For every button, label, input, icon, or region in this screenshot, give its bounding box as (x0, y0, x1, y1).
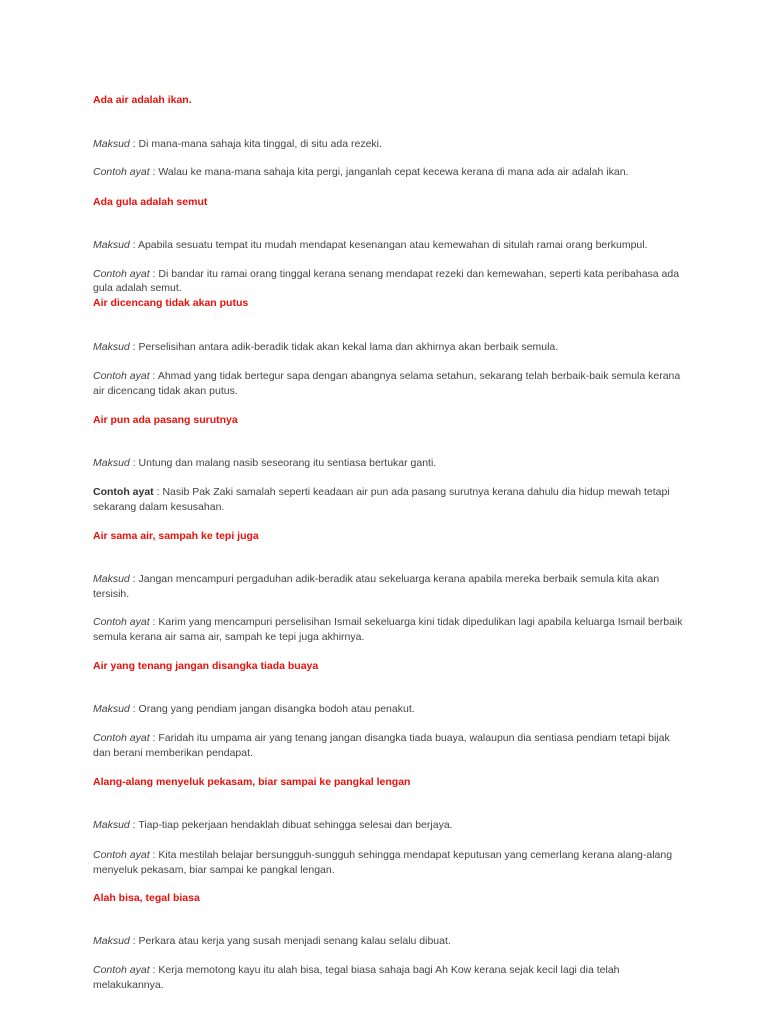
contoh-text: Faridah itu umpama air yang tenang jangan disangka tiada buaya, walaupun dia sentiasa pendiam tetapi bijak (158, 732, 670, 744)
maksud-label: Maksud (93, 239, 130, 251)
maksud-text: Untung dan malang nasib seseorang itu sentiasa bertukar ganti. (138, 457, 437, 469)
contoh-label: Contoh ayat (93, 849, 150, 861)
maksud-line: Maksud : Di mana-mana sahaja kita tinggal, di situ ada rezeki. (93, 138, 382, 150)
maksud-label: Maksud (93, 819, 130, 831)
contoh-text: Walau ke mana-mana sahaja kita pergi, janganlah cepat kecewa kerana di mana ada air adalah ikan. (158, 166, 629, 178)
contoh-text-continued: air dicencang tidak akan putus. (93, 385, 238, 397)
maksud-label: Maksud (93, 703, 130, 715)
maksud-text: Di mana-mana sahaja kita tinggal, di situ ada rezeki. (138, 138, 382, 150)
contoh-text: Kita mestilah belajar bersungguh-sungguh sehingga mendapat keputusan yang cemerlang kerana alang-alang (158, 849, 673, 861)
peribahasa-title: Air dicencang tidak akan putus (93, 297, 249, 309)
contoh-label: Contoh ayat (93, 370, 150, 382)
maksud-line: Maksud : Jangan mencampuri pergaduhan adik-beradik atau sekeluarga kerana apabila mereka berbaik semula kita akan (93, 573, 660, 585)
maksud-text: Perkara atau kerja yang susah menjadi senang kalau selalu dibuat. (138, 935, 451, 947)
maksud-line: Maksud : Apabila sesuatu tempat itu mudah mendapat kesenangan atau kemewahan di situlah ramai orang berkumpul. (93, 239, 648, 251)
maksud-line: Maksud : Tiap-tiap pekerjaan hendaklah dibuat sehingga selesai dan berjaya. (93, 819, 453, 831)
peribahasa-title: Air pun ada pasang surutnya (93, 414, 238, 426)
maksud-label: Maksud (93, 573, 130, 585)
contoh-text: Karim yang mencampuri perselisihan Ismail sekeluarga kini tidak dipedulikan lagi apabila keluarga Ismail berbaik (158, 616, 683, 628)
peribahasa-title: Alang-alang menyeluk pekasam, biar sampai ke pangkal lengan (93, 776, 411, 788)
maksud-line: Maksud : Perkara atau kerja yang susah menjadi senang kalau selalu dibuat. (93, 935, 451, 947)
contoh-line: Contoh ayat : Ahmad yang tidak bertegur sapa dengan abangnya selama setahun, sekarang telah berbaik-baik semula kerana (93, 370, 681, 382)
contoh-line: Contoh ayat : Faridah itu umpama air yang tenang jangan disangka tiada buaya, walaupun dia sentiasa pendiam tetapi bijak (93, 732, 670, 744)
maksud-line: Maksud : Orang yang pendiam jangan disangka bodoh atau penakut. (93, 703, 415, 715)
contoh-line: Contoh ayat : Kerja memotong kayu itu alah bisa, tegal biasa sahaja bagi Ah Kow kerana sejak kecil lagi dia telah (93, 964, 620, 976)
maksud-text: Orang yang pendiam jangan disangka bodoh atau penakut. (138, 703, 415, 715)
contoh-line: Contoh ayat : Karim yang mencampuri perselisihan Ismail sekeluarga kini tidak dipedulikan lagi apabila keluarga Ismail berbaik (93, 616, 683, 628)
contoh-text-continued: gula adalah semut. (93, 282, 182, 294)
contoh-text-continued: menyeluk pekasam, biar sampai ke pangkal lengan. (93, 864, 335, 876)
contoh-label: Contoh ayat (93, 616, 150, 628)
contoh-text: Kerja memotong kayu itu alah bisa, tegal biasa sahaja bagi Ah Kow kerana sejak kecil lagi dia telah (158, 964, 620, 976)
contoh-line: Contoh ayat : Di bandar itu ramai orang tinggal kerana senang mendapat rezeki dan kemewahan, seperti kata peribahasa ada (93, 268, 680, 280)
maksud-text: Apabila sesuatu tempat itu mudah mendapat kesenangan atau kemewahan di situlah ramai orang berkumpul. (137, 239, 648, 251)
contoh-line: Contoh ayat : Kita mestilah belajar bersungguh-sungguh sehingga mendapat keputusan yang cemerlang kerana alang-alang (93, 849, 673, 861)
contoh-label: Contoh ayat (93, 732, 150, 744)
maksud-label: Maksud (93, 935, 130, 947)
contoh-label: Contoh ayat (93, 964, 150, 976)
contoh-text-continued: dan berani memberikan pendapat. (93, 747, 253, 759)
contoh-text: Ahmad yang tidak bertegur sapa dengan abangnya selama setahun, sekarang telah berbaik-baik semula kerana (157, 370, 681, 382)
maksud-line: Maksud : Untung dan malang nasib seseorang itu sentiasa bertukar ganti. (93, 457, 437, 469)
maksud-label: Maksud (93, 138, 130, 150)
contoh-line: Contoh ayat : Nasib Pak Zaki samalah seperti keadaan air pun ada pasang surutnya kerana dahulu dia hidup mewah tetapi (93, 486, 670, 498)
peribahasa-title: Alah bisa, tegal biasa (93, 892, 200, 904)
contoh-text: Nasib Pak Zaki samalah seperti keadaan air pun ada pasang surutnya kerana dahulu dia hidup mewah tetapi (162, 486, 670, 498)
contoh-label: Contoh ayat (93, 166, 150, 178)
contoh-label: Contoh ayat (93, 268, 150, 280)
maksud-text: Tiap-tiap pekerjaan hendaklah dibuat sehingga selesai dan berjaya. (138, 819, 453, 831)
peribahasa-title: Ada air adalah ikan. (93, 94, 192, 106)
contoh-line: Contoh ayat : Walau ke mana-mana sahaja kita pergi, janganlah cepat kecewa kerana di mana ada air adalah ikan. (93, 166, 629, 178)
peribahasa-title: Ada gula adalah semut (93, 196, 208, 208)
contoh-text-continued: sekarang dalam kesusahan. (93, 501, 225, 513)
contoh-text: Di bandar itu ramai orang tinggal kerana senang mendapat rezeki dan kemewahan, seperti kata peribahasa ada (158, 268, 680, 280)
contoh-text-continued: semula kerana air sama air, sampah ke tepi juga akhirnya. (93, 631, 365, 643)
contoh-label: Contoh ayat (93, 486, 154, 498)
maksud-line: Maksud : Perselisihan antara adik-beradik tidak akan kekal lama dan akhirnya akan berbaik semula. (93, 341, 559, 353)
maksud-label: Maksud (93, 457, 130, 469)
maksud-label: Maksud (93, 341, 130, 353)
maksud-text: Perselisihan antara adik-beradik tidak akan kekal lama dan akhirnya akan berbaik semula. (138, 341, 559, 353)
maksud-text-continued: tersisih. (93, 588, 130, 600)
maksud-text: Jangan mencampuri pergaduhan adik-beradik atau sekeluarga kerana apabila mereka berbaik semula kita akan (138, 573, 660, 585)
contoh-text-continued: melakukannya. (93, 979, 164, 991)
peribahasa-title: Air sama air, sampah ke tepi juga (93, 530, 259, 542)
peribahasa-title: Air yang tenang jangan disangka tiada buaya (93, 660, 319, 672)
